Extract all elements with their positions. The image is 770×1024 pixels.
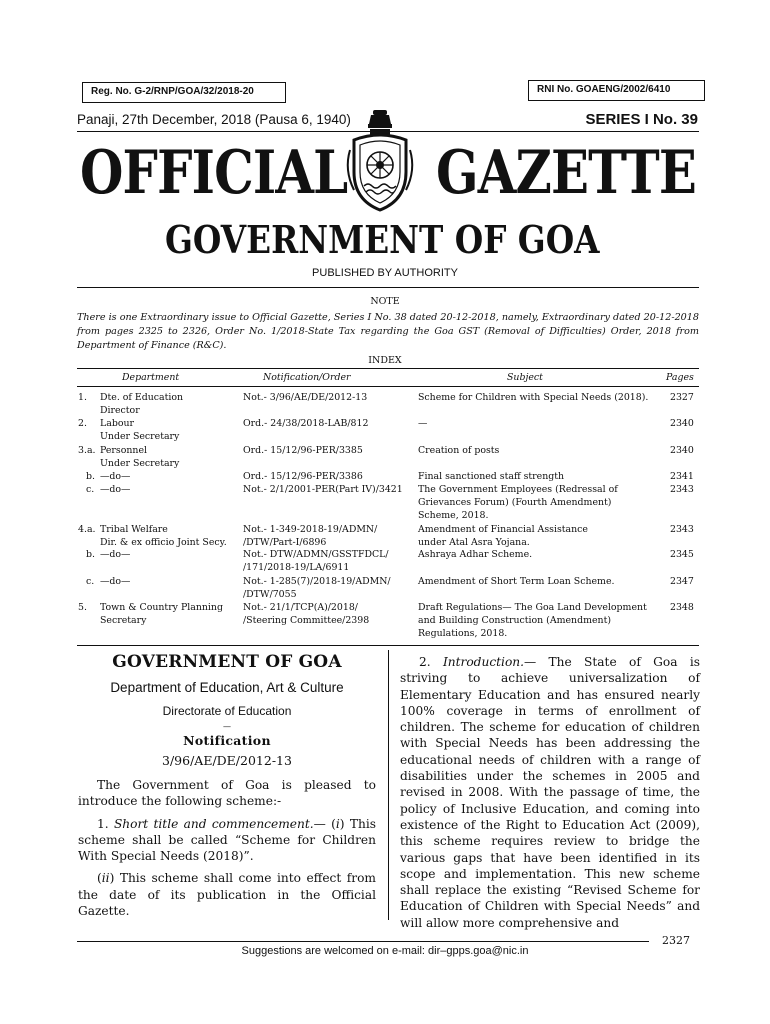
index-cell-page: 2343 bbox=[670, 524, 694, 535]
separator-dash: — bbox=[223, 722, 231, 731]
index-cell-notif: Not.- 1-285(7)/2018-19/ADMN/ /DTW/7055 bbox=[243, 576, 391, 600]
index-cell-dept: —do— bbox=[100, 484, 131, 495]
index-cell-notif: Not.- 21/1/TCP(A)/2018/ /Steering Committee/2398 bbox=[243, 602, 370, 626]
state-emblem-icon bbox=[340, 110, 420, 215]
divider bbox=[77, 287, 699, 288]
index-cell-num: 3.a. bbox=[78, 445, 96, 456]
paragraph-intro: The Government of Goa is pleased to introduce the following scheme:- bbox=[78, 778, 376, 809]
index-cell-num: 4.a. bbox=[78, 524, 96, 535]
paragraph-short-title: 1. Short title and commencement.— (i) This scheme shall be called “Scheme for Children With Special Needs (2018)”. bbox=[78, 816, 376, 864]
divider bbox=[77, 645, 699, 646]
notification-heading: Notification bbox=[183, 733, 271, 748]
index-cell-subject: Ashraya Adhar Scheme. bbox=[418, 549, 533, 560]
index-cell-page: 2327 bbox=[670, 392, 694, 403]
index-cell-notif: Ord.- 15/12/96-PER/3385 bbox=[243, 445, 363, 456]
index-cell-dept: —do— bbox=[100, 549, 131, 560]
index-title: INDEX bbox=[368, 355, 402, 366]
index-cell-subject: Draft Regulations— The Goa Land Development and Building Construction (Amendment) Regulations, 2018. bbox=[418, 602, 647, 639]
index-header-subject: Subject bbox=[507, 372, 543, 383]
index-cell-dept: —do— bbox=[100, 576, 131, 587]
index-cell-dept: —do— bbox=[100, 471, 131, 482]
index-cell-subject: Amendment of Short Term Loan Scheme. bbox=[418, 576, 615, 587]
index-cell-num: 2. bbox=[78, 418, 87, 429]
index-cell-num: b. bbox=[86, 471, 95, 482]
series-number: SERIES I No. 39 bbox=[585, 111, 698, 128]
index-cell-notif: Not.- 3/96/AE/DE/2012-13 bbox=[243, 392, 368, 403]
index-cell-num: 1. bbox=[78, 392, 87, 403]
index-cell-num: c. bbox=[86, 576, 95, 587]
index-cell-notif: Not.- 1-349-2018-19/ADMN/ /DTW/Part-I/6896 bbox=[243, 524, 378, 548]
paragraph-introduction: 2. Introduction.— The State of Goa is striving to achieve universalization of Elementary Education and has ensured nearly 100% coverage in terms of enrollment of children. The scheme for education of children with Special Needs has been addressing the educational needs of children with a range of disabilities under the schemes in 2005 and revised in 2008. With the passage of time, the policy of Inclusive Education, and coming into existence of the Right to Education Act (2009), this scheme requires review to bridge the various gaps that have been identified in its scope and implementation. This new scheme shall replace the existing “Revised Scheme for Education of Children with Special Needs” and will allow more comprehensive and bbox=[400, 655, 700, 930]
divider bbox=[77, 368, 699, 369]
index-header-notification: Notification/Order bbox=[263, 372, 351, 383]
index-cell-num: b. bbox=[86, 549, 95, 560]
index-cell-notif: Not.- DTW/ADMN/GSSTFDCL/ /171/2018-19/LA/6911 bbox=[243, 549, 389, 573]
rni-number: RNI No. GOAENG/2002/6410 bbox=[537, 84, 671, 95]
paragraph-commencement: (ii) This scheme shall come into effect from the date of its publication in the Official Gazette. bbox=[78, 871, 376, 919]
gazette-subtitle: GOVERNMENT OF GOA bbox=[165, 217, 600, 262]
index-cell-subject: Final sanctioned staff strength bbox=[418, 471, 565, 482]
index-cell-notif: Not.- 2/1/2001-PER(Part IV)/3421 bbox=[243, 484, 403, 495]
rni-number-box bbox=[528, 80, 705, 101]
index-cell-page: 2340 bbox=[670, 418, 694, 429]
index-cell-page: 2345 bbox=[670, 549, 694, 560]
registration-number-box bbox=[82, 82, 286, 103]
index-cell-notif: Ord.- 15/12/96-PER/3386 bbox=[243, 471, 363, 482]
column-divider bbox=[388, 650, 389, 920]
masthead-gazette: GAZETTE bbox=[436, 138, 696, 208]
index-cell-subject: Scheme for Children with Special Needs (2018). bbox=[418, 392, 649, 403]
index-cell-page: 2343 bbox=[670, 484, 694, 495]
divider bbox=[77, 386, 699, 387]
note-text: There is one Extraordinary issue to Official Gazette, Series I No. 38 dated 20-12-2018, namely, Extraordinary dated 20-12-2018 from pages 2325 to 2326, Order No. 1/2018-State Tax regarding the Goa GST (Removal of Difficulties) Order, 2018 from Department of Finance (R&C). bbox=[77, 312, 699, 351]
page-number: 2327 bbox=[662, 934, 690, 947]
right-column bbox=[400, 654, 700, 931]
index-cell-page: 2340 bbox=[670, 445, 694, 456]
index-cell-page: 2348 bbox=[670, 602, 694, 613]
index-cell-dept: Personnel Under Secretary bbox=[100, 445, 180, 469]
index-header-department: Department bbox=[122, 372, 180, 383]
index-cell-num: c. bbox=[86, 484, 95, 495]
index-cell-subject: Creation of posts bbox=[418, 445, 500, 456]
index-cell-dept: Labour Under Secretary bbox=[100, 418, 180, 442]
index-cell-page: 2347 bbox=[670, 576, 694, 587]
index-header-pages: Pages bbox=[666, 372, 694, 383]
index-cell-dept: Dte. of Education Director bbox=[100, 392, 184, 416]
registration-number: Reg. No. G-2/RNP/GOA/32/2018-20 bbox=[91, 86, 254, 97]
left-column bbox=[78, 652, 376, 919]
footer-suggestions: Suggestions are welcomed on e-mail: dir–gpps.goa@nic.in bbox=[241, 945, 529, 957]
note-title: NOTE bbox=[370, 296, 400, 307]
notification-number: 3/96/AE/DE/2012-13 bbox=[162, 753, 292, 768]
issue-date: Panaji, 27th December, 2018 (Pausa 6, 1940) bbox=[77, 112, 351, 127]
index-cell-notif: Ord.- 24/38/2018-LAB/812 bbox=[243, 418, 369, 429]
index-cell-subject: — bbox=[418, 418, 428, 429]
published-by-authority: PUBLISHED BY AUTHORITY bbox=[312, 267, 458, 279]
index-cell-page: 2341 bbox=[670, 471, 694, 482]
index-cell-subject: The Government Employees (Redressal of Grievances Forum) (Fourth Amendment) Scheme, 2018. bbox=[418, 484, 618, 521]
index-cell-dept: Tribal Welfare Dir. & ex officio Joint Secy. bbox=[100, 524, 227, 548]
department-name: Department of Education, Art & Culture bbox=[110, 680, 344, 695]
index-cell-num: 5. bbox=[78, 602, 87, 613]
index-cell-subject: Amendment of Financial Assistance under Atal Asra Yojana. bbox=[418, 524, 588, 548]
masthead-official: OFFICIAL bbox=[80, 138, 348, 208]
index-cell-dept: Town & Country Planning Secretary bbox=[100, 602, 223, 626]
divider bbox=[77, 941, 649, 942]
directorate-name: Directorate of Education bbox=[162, 704, 292, 718]
government-title: GOVERNMENT OF GOA bbox=[112, 652, 342, 672]
